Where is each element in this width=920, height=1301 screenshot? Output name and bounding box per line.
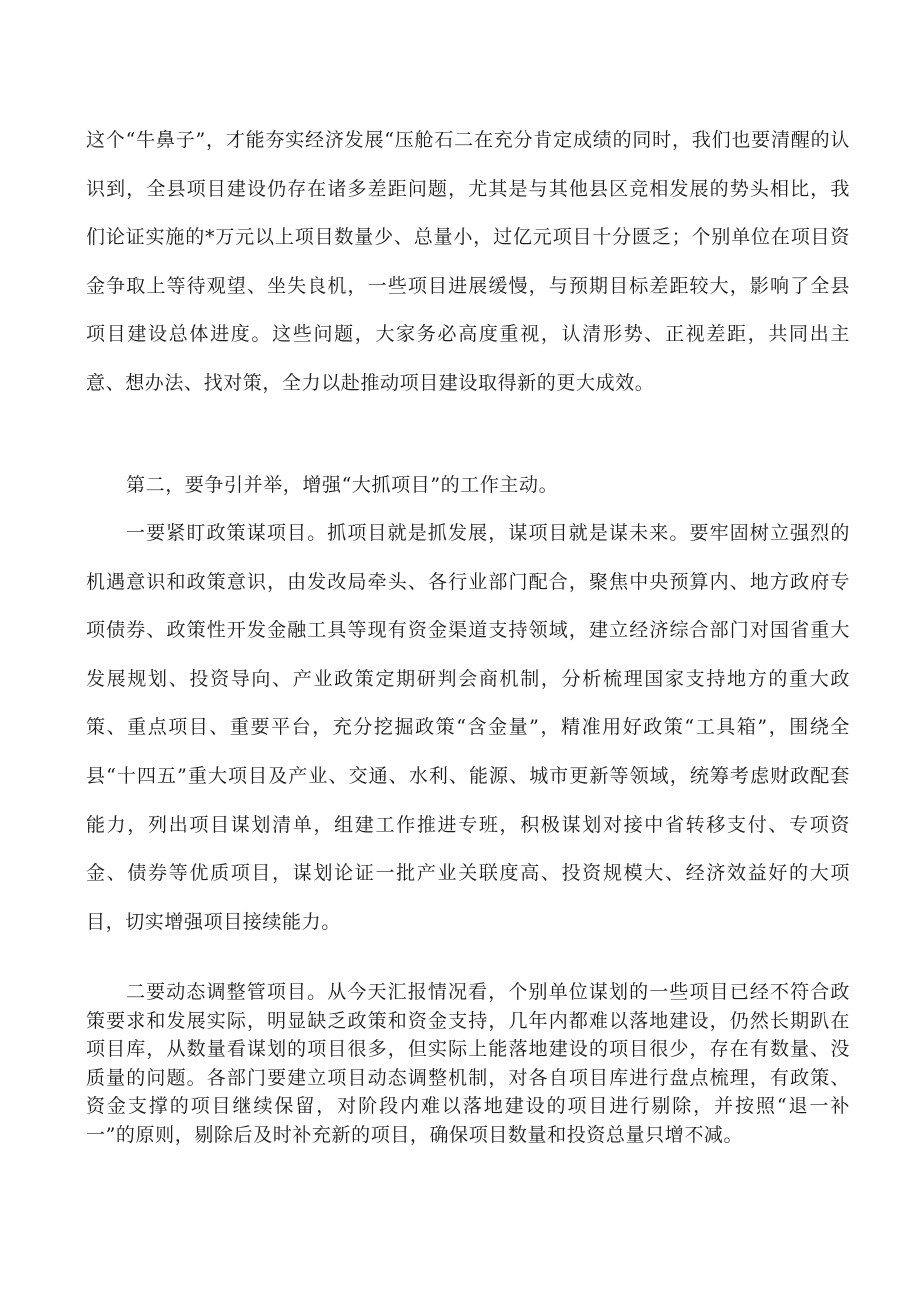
body-paragraph-policy-projects: 一要紧盯政策谋项目。抓项目就是抓发展，谋项目就是谋未来。要牢固树立强烈的机遇意识和政策意识，由发改局牵头、各行业部门配合，聚焦中央预算内、地方政府专项债券、政策性开发金融工具等现有资金渠道支持领域，建立经济综合部门对国省重大发展规划、投资导向、产业政策定期研判会商机制，分析梳理国家支持地方的重大政策、重点项目、重要平台，充分挖掘政策“含金量”，精准用好政策“工具箱”，围绕全县“十四五”重大项目及产业、交通、水利、能源、城市更新等领域，统筹考虑财政配套能力，列出项目谋划清单，组建工作推进专班，积极谋划对接中省转移支付、专项资金、债券等优质项目，谋划论证一批产业关联度高、投资规模大、经济效益好的大项目，切实增强项目接续能力。 bbox=[86, 522, 850, 933]
section-heading-paragraph: 第二，要争引并举，增强“大抓项目”的工作主动。 bbox=[126, 474, 559, 496]
body-paragraph-continuation: 这个“牛鼻子”，才能夯实经济发展“压舱石二在充分肯定成绩的同时，我们也要清醒的认识到，全县项目建设仍存在诸多差距问题，尤其是与其他县区竞相发展的势头相比，我们论证实施的*万元以上项目数量少、总量小，过亿元项目十分匮乏；个别单位在项目资金争取上等待观望、坐失良机，一些项目进展缓慢，与预期目标差距较大，影响了全县项目建设总体进度。这些问题，大家务必高度重视，认清形势、正视差距，共同出主意、想办法、找对策，全力以赴推动项目建设取得新的更大成效。 bbox=[86, 129, 850, 394]
body-paragraph-dynamic-adjustment: 二要动态调整管项目。从今天汇报情况看，个别单位谋划的一些项目已经不符合政策要求和发展实际，明显缺乏政策和资金支持，几年内都难以落地建设，仍然长期趴在项目库，从数量看谋划的项目很多，但实际上能落地建设的项目很少，存在有数量、没质量的问题。各部门要建立项目动态调整机制，对各自项目库进行盘点梳理，有政策、资金支撑的项目继续保留，对阶段内难以落地建设的项目进行剔除，并按照“退一补一”的原则，剔除后及时补充新的项目，确保项目数量和投资总量只增不减。 bbox=[86, 981, 850, 1146]
